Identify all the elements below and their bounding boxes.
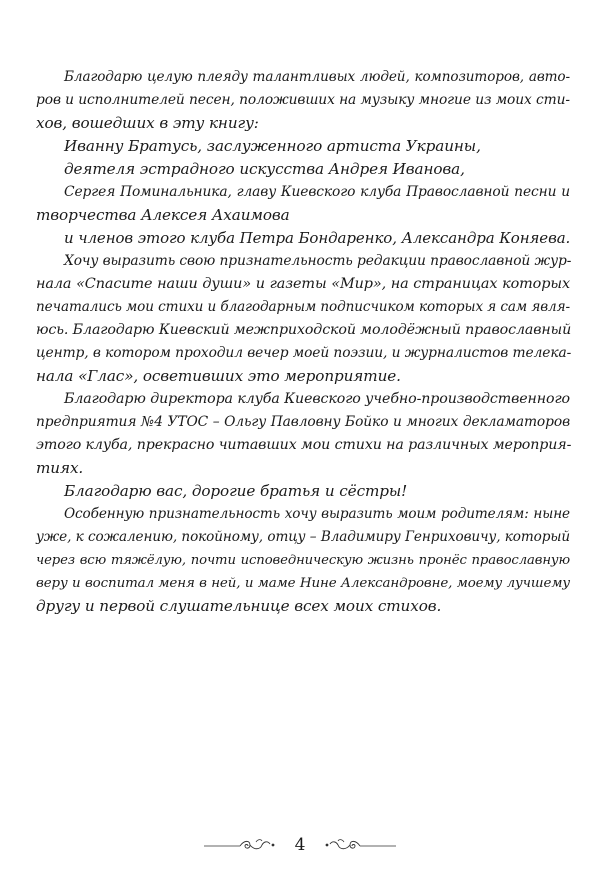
paragraph (36, 250, 570, 388)
text-line: Благодарю вас, дорогие братья и сёстры! (64, 482, 408, 500)
text-line: нала «Спасите наши души» и газеты «Мир», на страницах которых (36, 276, 570, 292)
paragraph (36, 66, 570, 135)
text-line: нала «Глас», осветивших это мероприятие. (36, 367, 401, 385)
paragraph (36, 135, 570, 158)
text-line: веру и воспитал меня в ней, и маме Нине Александровне, моему лучшему (36, 576, 570, 591)
paragraph (36, 181, 570, 227)
text-line: уже, к сожалению, покойному, отцу – Владимиру Генриховичу, который (36, 529, 570, 545)
text-line: Сергея Поминальника, главу Киевского клуба Православной песни и (64, 184, 570, 200)
text-line: через всю тяжёлую, почти исповедническую жизнь пронёс православную (36, 553, 570, 568)
paragraph (36, 227, 570, 250)
text-line: деятеля эстрадного искусства Андрея Иванова, (64, 160, 465, 178)
text-line: другу и первой слушательнице всех моих стихов. (36, 597, 442, 615)
paragraph (36, 388, 570, 480)
text-line: хов, вошедших в эту книгу: (36, 114, 259, 132)
text-line: юсь. Благодарю Киевский межприходской молодёжный православный (36, 322, 572, 338)
paragraph (36, 503, 570, 618)
text-line: центр, в котором проходил вечер моей поэзии, и журналистов телека- (36, 345, 572, 361)
text-line: творчества Алексея Ахаимова (36, 206, 290, 224)
text-line: Особенную признательность хочу выразить моим родителям: ныне (64, 506, 570, 522)
text-line: ров и исполнителей песен, положивших на музыку многие из моих сти- (36, 92, 570, 108)
text-line: Благодарю директора клуба Киевского учебно-производственного (64, 391, 570, 407)
text-line: Хочу выразить свою признательность редакции православной жур- (64, 253, 572, 269)
page-footer (0, 830, 600, 860)
flourish-right-icon (324, 838, 396, 852)
text-line: Благодарю целую плеяду талантливых людей, композиторов, авто- (64, 69, 570, 85)
text-line: этого клуба, прекрасно читавших мои стихи на различных мероприя- (36, 437, 572, 453)
text-line: предприятия №4 УТОС – Ольгу Павловну Бойко и многих декламаторов (36, 414, 570, 430)
paragraph (36, 480, 570, 503)
paragraph (36, 158, 570, 181)
document-body (36, 66, 570, 618)
text-line: тиях. (36, 459, 84, 477)
page-number: 4 (294, 835, 306, 855)
flourish-left-icon (204, 838, 276, 852)
text-line: Иванну Братусь, заслуженного артиста Украины, (64, 137, 481, 155)
text-line: печатались мои стихи и благодарным подписчиком которых я сам явля- (36, 299, 570, 315)
text-line: и членов этого клуба Петра Бондаренко, Александра Коняева. (64, 229, 571, 247)
